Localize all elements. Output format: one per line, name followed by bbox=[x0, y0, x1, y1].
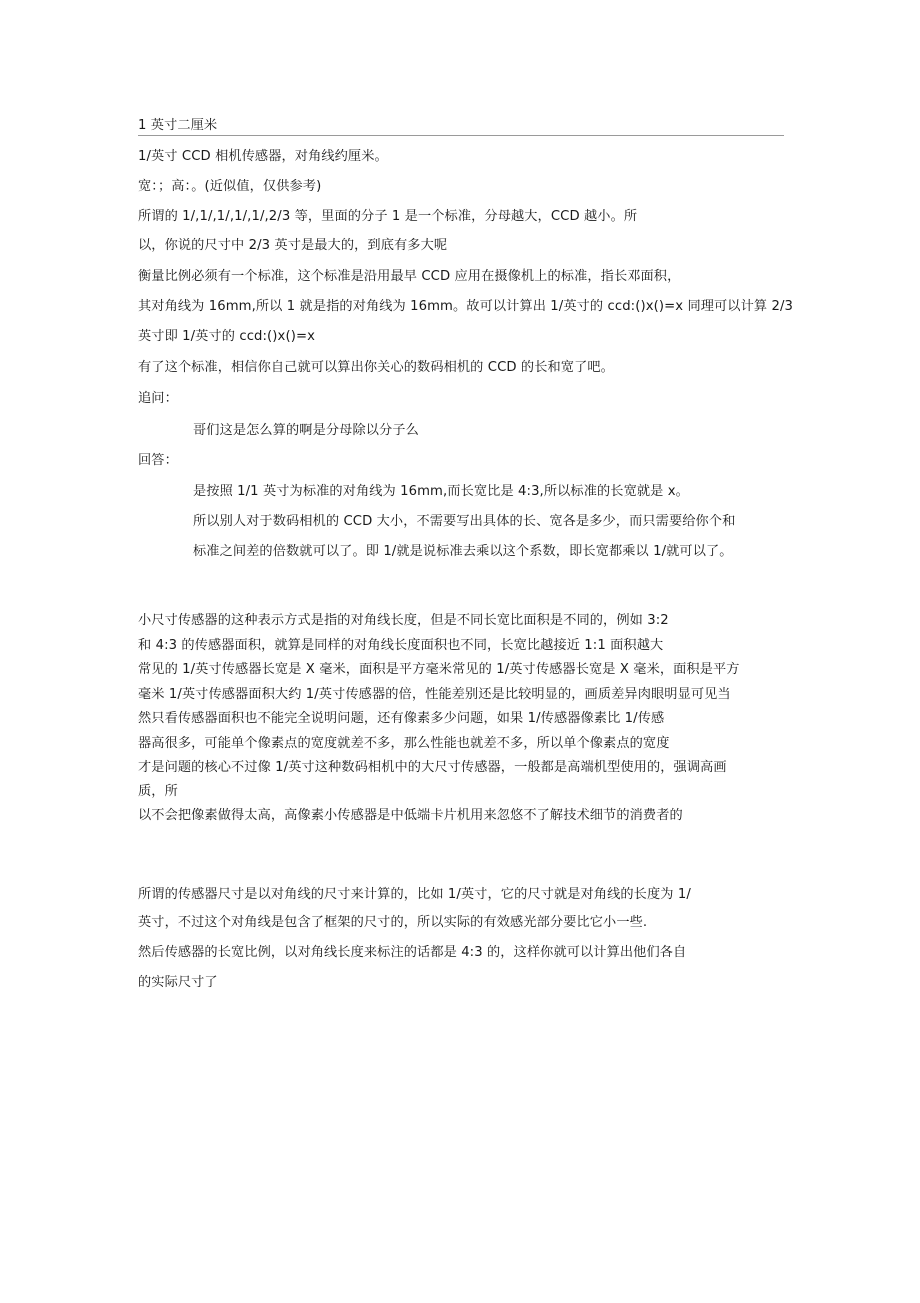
page-title: 1 英寸二厘米 bbox=[138, 118, 218, 133]
paragraph-line: 其对角线为 16mm,所以 1 就是指的对角线为 16mm。故可以计算出 1/英寸的 ccd:()x()=x 同理可以计算 2/3 bbox=[138, 299, 793, 314]
paragraph-line: 1/英寸 CCD 相机传感器，对角线约厘米。 bbox=[138, 149, 388, 164]
paragraph-line: 所谓的传感器尺寸是以对角线的尺寸来计算的，比如 1/英寸，它的尺寸就是对角线的长度为 1/ bbox=[138, 887, 691, 902]
answer-line: 标准之间差的倍数就可以了。即 1/就是说标准去乘以这个系数，即长宽都乘以 1/就可以了。 bbox=[193, 544, 733, 559]
answer-line: 是按照 1/1 英寸为标准的对角线为 16mm,而长宽比是 4:3,所以标准的长宽就是 x。 bbox=[193, 484, 689, 499]
paragraph-line: 常见的 1/英寸传感器长宽是 X 毫米，面积是平方毫米常见的 1/英寸传感器长宽是 X 毫米，面积是平方 bbox=[138, 662, 740, 677]
paragraph-line: 英寸即 1/英寸的 ccd:()x()=x bbox=[138, 329, 315, 344]
answer-label: 回答： bbox=[138, 453, 178, 468]
paragraph-line: 小尺寸传感器的这种表示方式是指的对角线长度，但是不同长宽比面积是不同的，例如 3:2 bbox=[138, 613, 669, 628]
paragraph-line: 的实际尺寸了 bbox=[138, 975, 218, 990]
paragraph-line: 有了这个标准，相信你自己就可以算出你关心的数码相机的 CCD 的长和宽了吧。 bbox=[138, 360, 614, 375]
followup-text: 哥们这是怎么算的啊是分母除以分子么 bbox=[193, 423, 419, 438]
paragraph-line: 然后传感器的长宽比例，以对角线长度来标注的话都是 4:3 的，这样你就可以计算出他们各自 bbox=[138, 945, 687, 960]
paragraph-line: 器高很多，可能单个像素点的宽度就差不多，那么性能也就差不多，所以单个像素点的宽度 bbox=[138, 736, 670, 751]
paragraph-line: 毫米 1/英寸传感器面积大约 1/英寸传感器的倍，性能差别还是比较明显的，画质差异肉眼明显可见当 bbox=[138, 687, 731, 702]
followup-label: 追问： bbox=[138, 391, 178, 406]
answer-line: 所以别人对于数码相机的 CCD 大小，不需要写出具体的长、宽各是多少，而只需要给你个和 bbox=[193, 514, 736, 529]
paragraph-line: 衡量比例必须有一个标准，这个标准是沿用最早 CCD 应用在摄像机上的标准，指长邓面积， bbox=[138, 269, 681, 284]
title-rule bbox=[138, 135, 784, 136]
paragraph-line: 和 4:3 的传感器面积，就算是同样的对角线长度面积也不同，长宽比越接近 1:1 面积越大 bbox=[138, 638, 664, 653]
paragraph-line: 以，你说的尺寸中 2/3 英寸是最大的，到底有多大呢 bbox=[138, 238, 448, 253]
paragraph-line: 宽：；高：。(近似值，仅供参考) bbox=[138, 179, 322, 194]
paragraph-line: 以不会把像素做得太高，高像素小传感器是中低端卡片机用来忽悠不了解技术细节的消费者的 bbox=[138, 808, 683, 823]
paragraph-line: 然只看传感器面积也不能完全说明问题，还有像素多少问题，如果 1/传感器像素比 1/传感 bbox=[138, 711, 665, 726]
paragraph-line: 所谓的 1/,1/,1/,1/,1/,2/3 等，里面的分子 1 是一个标准，分母越大，CCD 越小。所 bbox=[138, 209, 638, 224]
paragraph-line: 才是问题的核心不过像 1/英寸这种数码相机中的大尺寸传感器，一般都是高端机型使用的，强调高画 bbox=[138, 760, 727, 775]
paragraph-line: 质，所 bbox=[138, 784, 178, 799]
paragraph-line: 英寸，不过这个对角线是包含了框架的尺寸的，所以实际的有效感光部分要比它小一些. bbox=[138, 915, 648, 930]
